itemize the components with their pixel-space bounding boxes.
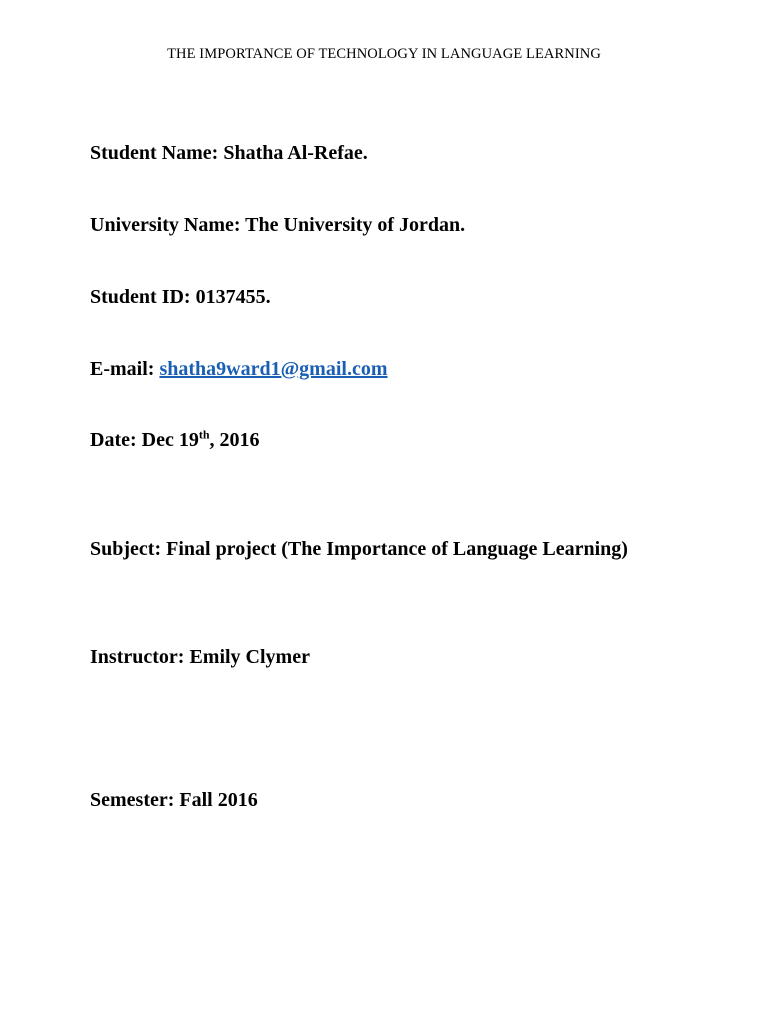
university-value: The University of Jordan.	[245, 214, 466, 236]
subject-label: Subject:	[90, 538, 162, 560]
university-line	[90, 215, 465, 235]
email-label: E-mail:	[90, 358, 155, 380]
student-id-value: 0137455.	[195, 286, 271, 308]
instructor-line	[90, 647, 310, 667]
date-label: Date:	[90, 429, 137, 451]
student-id-label: Student ID:	[90, 286, 191, 308]
date-value-prefix: Dec 19	[141, 429, 199, 451]
semester-label: Semester:	[90, 789, 175, 811]
semester-value: Fall 2016	[179, 789, 258, 811]
subject-line	[90, 539, 628, 559]
student-name-line	[90, 143, 368, 163]
semester-line	[90, 790, 258, 810]
running-head: THE IMPORTANCE OF TECHNOLOGY IN LANGUAGE LEARNING	[167, 46, 601, 62]
instructor-value: Emily Clymer	[189, 646, 310, 668]
instructor-label: Instructor:	[90, 646, 185, 668]
student-name-label: Student Name:	[90, 142, 219, 164]
university-label: University Name:	[90, 214, 241, 236]
date-line	[90, 427, 260, 451]
email-line	[90, 359, 387, 379]
subject-value: Final project (The Importance of Language Learning)	[166, 538, 628, 560]
student-name-value: Shatha Al-Refae.	[223, 142, 368, 164]
date-superscript: th	[198, 427, 210, 442]
email-link[interactable]: shatha9ward1@gmail.com	[159, 358, 388, 380]
student-id-line	[90, 287, 271, 307]
date-value-suffix: , 2016	[209, 429, 260, 451]
